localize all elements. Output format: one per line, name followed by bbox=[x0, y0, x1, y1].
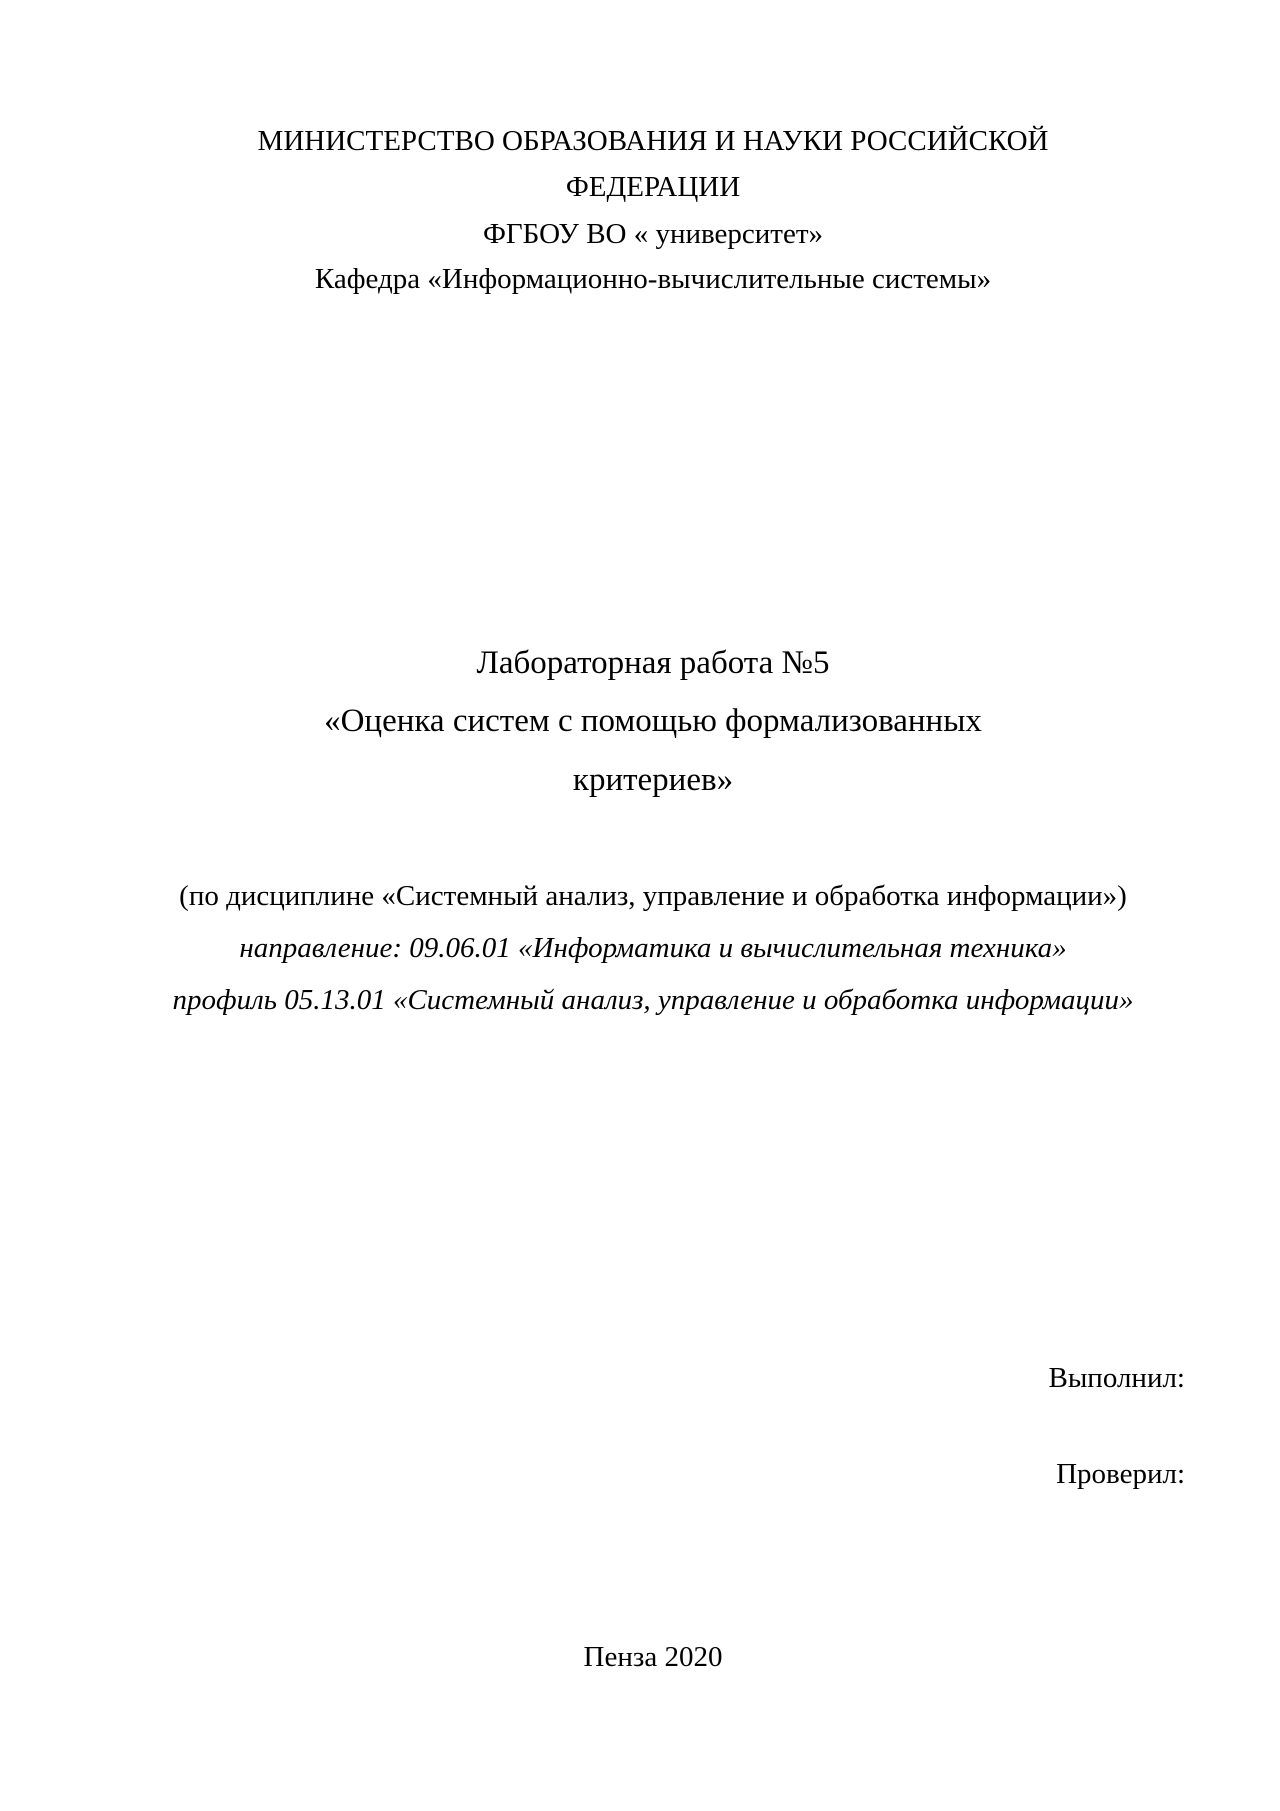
profile-line: профиль 05.13.01 «Системный анализ, управление и обработка информации» bbox=[172, 984, 1134, 1016]
university-name: ФГБОУ ВО « университет» bbox=[482, 218, 824, 250]
performed-by-label: Выполнил: bbox=[1048, 1362, 1185, 1394]
ministry-line-1: МИНИСТЕРСТВО ОБРАЗОВАНИЯ И НАУКИ РОССИЙСКОЙ bbox=[257, 125, 1049, 157]
work-title: Лабораторная работа №5 bbox=[476, 645, 830, 681]
direction-line: направление: 09.06.01 «Информатика и вычислительная техника» bbox=[239, 932, 1067, 964]
checked-by-label: Проверил: bbox=[1056, 1458, 1185, 1490]
ministry-line-2: ФЕДЕРАЦИИ bbox=[565, 171, 741, 203]
department-name: Кафедра «Информационно-вычислительные системы» bbox=[314, 263, 992, 295]
discipline-line: (по дисциплине «Системный анализ, управление и обработка информации») bbox=[179, 880, 1127, 912]
topic-line-1: «Оценка систем с помощью формализованных bbox=[324, 703, 982, 739]
topic-line-2: критериев» bbox=[572, 762, 734, 798]
city-year: Пенза 2020 bbox=[583, 1641, 723, 1673]
